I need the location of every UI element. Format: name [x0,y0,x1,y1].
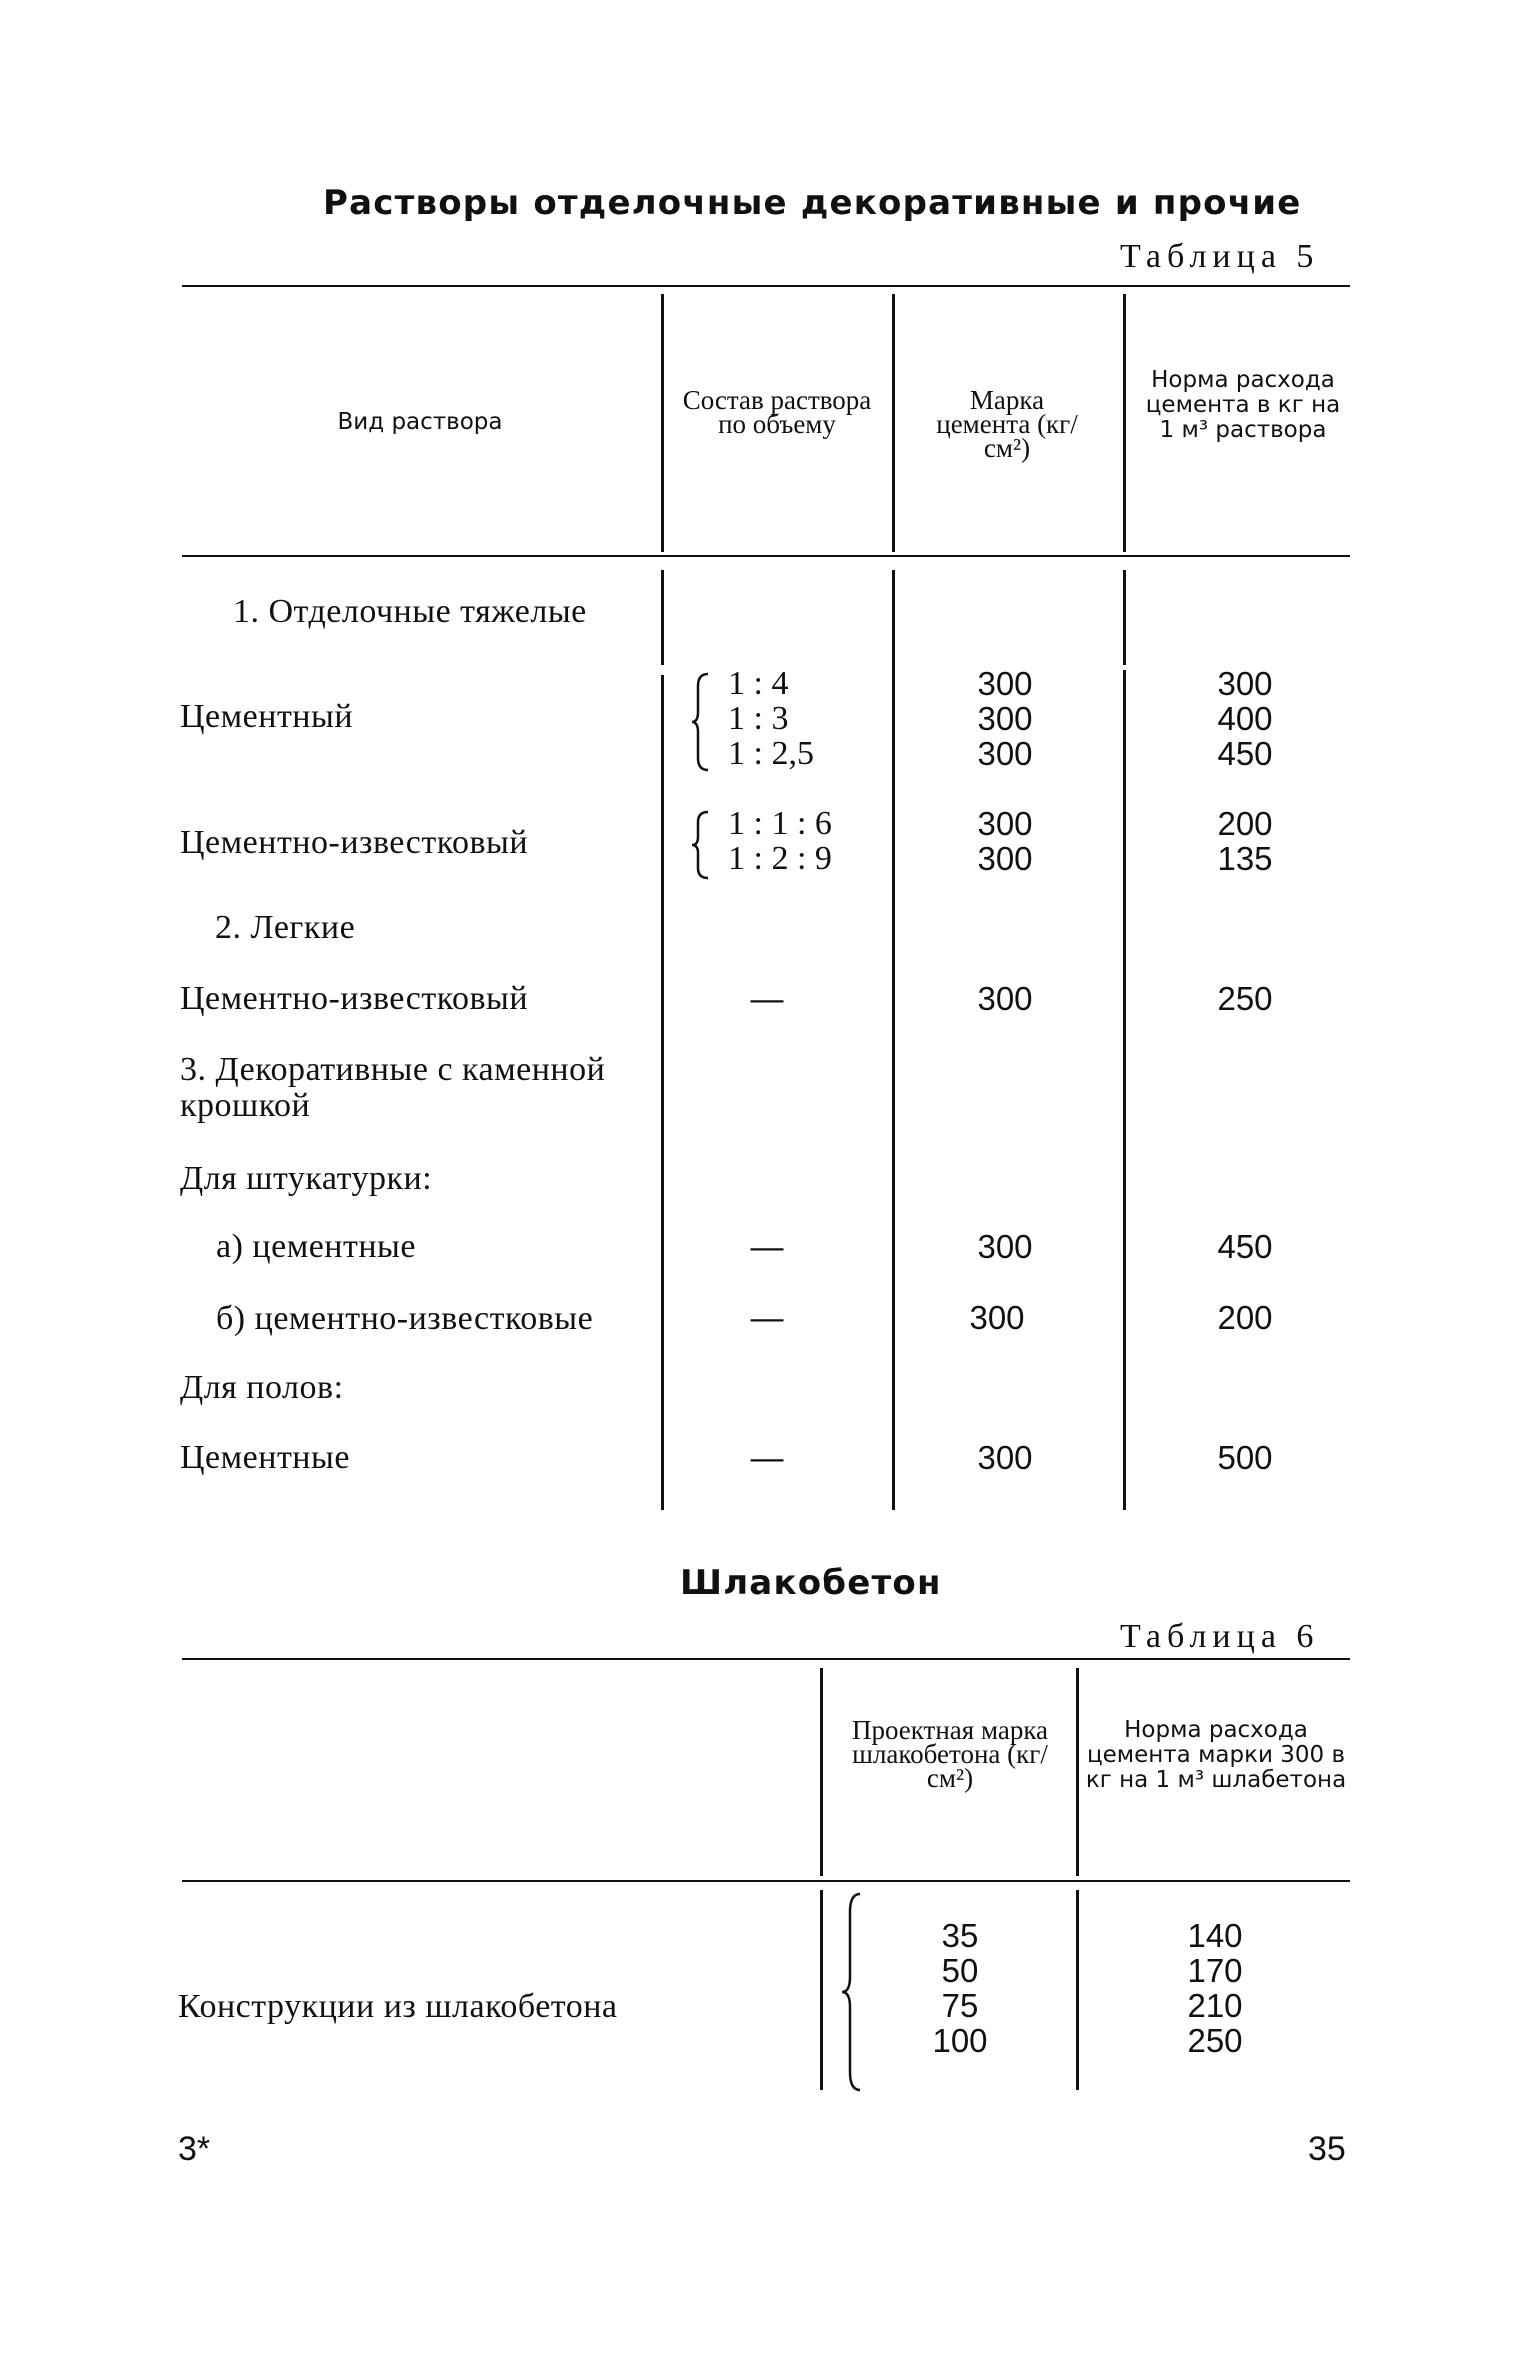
row-light-cement-lime-rate: 250 [1217,980,1273,1017]
table6-header-rule [182,1880,1350,1882]
table5-header-rule [182,555,1350,557]
section-decorative [180,1052,650,1124]
table6-vrule-1-body [820,1890,823,2090]
row-cement-lime-label: Цементно-известковый [180,824,529,861]
table6-vrule-1-header [820,1668,823,1876]
table5-vrule-2-body-b [892,1410,895,1510]
table6-vrule-2-header [1076,1668,1079,1876]
section-floors: Для полов: [180,1369,344,1406]
table5-header-cement-rate: Норма расхода цемента в кг на 1 м³ раствора [1145,367,1341,443]
row-slag-concrete-rates: 140 170 210 250 [1187,1917,1243,2059]
section-heavy: 1. Отделочные тяжелые [233,593,587,630]
table6-label: Таблица 6 [1120,1618,1320,1655]
table5-top-rule [182,285,1350,287]
table5-vrule-3-body-a [1123,570,1126,665]
table5-vrule-3-body-b [1123,670,1126,1510]
table6-header-rate: Норма расхода цемента марки 300 в кг на 1 м³ шлабетона [1085,1717,1347,1793]
row-plaster-cement-composition: — [750,1228,784,1265]
row-floor-cement-composition: — [750,1439,784,1476]
row-floor-cement-grade: 300 [977,1439,1033,1476]
table6-vrule-2-body [1076,1890,1079,2090]
row-plaster-cement-rate: 450 [1217,1228,1273,1265]
row-plaster-cement-lime-label: б) цементно-известковые [216,1300,594,1337]
page-number: 35 [1308,2130,1346,2168]
table6-header-grade: Проектная марка шлакобетона (кг/см²) [851,1715,1049,1793]
row-floor-cement-label: Цементные [180,1439,350,1476]
brace-icon [842,1892,864,2092]
brace-icon [692,672,712,772]
table5-header-cement-grade: Марка цемента (кг/см²) [936,385,1078,463]
row-plaster-cement-lime-grade: 300 [969,1299,1025,1336]
footer-signature-mark: 3* [178,2130,211,2168]
row-cement-rate: 300 400 450 [1217,665,1273,772]
row-cement-lime-composition: 1 : 1 : 6 1 : 2 : 9 [728,805,832,877]
table5-vrule-1-header [661,294,664,552]
row-cement-grade: 300 300 300 [977,665,1033,772]
row-floor-cement-rate: 500 [1217,1439,1273,1476]
row-plaster-cement-lime-rate: 200 [1217,1299,1273,1336]
table5-vrule-1-body-b [661,675,664,1510]
section-light: 2. Легкие [215,909,356,946]
row-cement-label: Цементный [180,698,354,735]
table5-vrule-2-body-a [892,570,895,1470]
row-cement-composition: 1 : 4 1 : 3 1 : 2,5 [728,665,814,772]
row-light-cement-lime-grade: 300 [977,980,1033,1017]
row-plaster-cement-label: а) цементные [216,1228,416,1265]
row-cement-lime-rate: 200 135 [1217,805,1273,877]
table5-vrule-2-header [892,294,895,552]
row-slag-concrete-label: Конструкции из шлакобетона [178,1988,618,2025]
brace-icon [692,810,712,880]
table5-label: Таблица 5 [1120,238,1320,275]
table5-vrule-1-body-a [661,570,664,665]
table5-header-composition: Состав раствора по объему [682,385,872,439]
table5-vrule-3-header [1123,294,1126,552]
table5-title: Растворы отделочные декоративные и прочие [323,183,1302,223]
row-light-cement-lime-label: Цементно-известковый [180,980,529,1017]
table5-header-kind: Вид раствора [337,409,503,435]
row-slag-concrete-grades: 35 50 75 100 [932,1917,988,2059]
table6-top-rule [182,1658,1350,1660]
row-plaster-cement-grade: 300 [977,1228,1033,1265]
row-light-cement-lime-composition: — [750,980,784,1017]
table6-title: Шлакобетон [680,1563,942,1603]
row-cement-lime-grade: 300 300 [977,805,1033,877]
section-plaster: Для штукатурки: [180,1160,433,1197]
section-decorative-text: 3. Декоративные с каменной крошкой [180,1051,606,1124]
row-plaster-cement-lime-composition: — [750,1299,784,1336]
